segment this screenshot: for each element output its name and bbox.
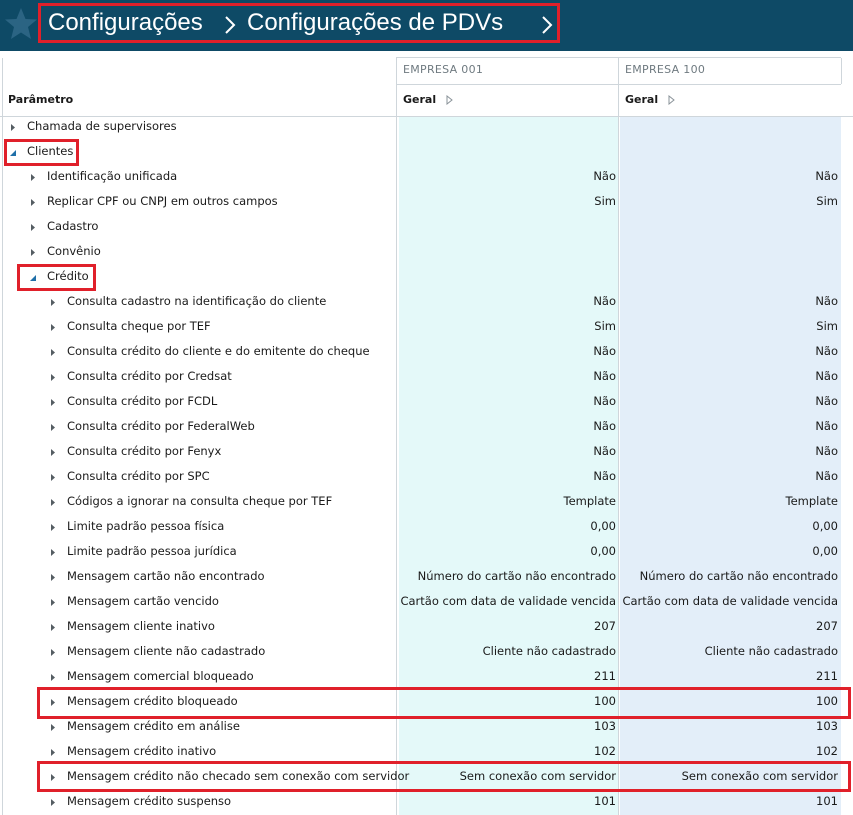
tree-row[interactable] <box>0 640 853 665</box>
value-empresa-001[interactable]: 100 <box>594 694 616 708</box>
row-label: Limite padrão pessoa jurídica <box>67 544 237 558</box>
tree-row[interactable] <box>0 615 853 640</box>
tree-row[interactable] <box>0 565 853 590</box>
breadcrumb-configuracoes[interactable]: Configurações <box>48 9 203 36</box>
row-label: Mensagem crédito inativo <box>67 744 217 758</box>
tree-row[interactable] <box>0 390 853 415</box>
tree-row[interactable] <box>0 340 853 365</box>
value-empresa-100[interactable]: 101 <box>816 794 838 808</box>
expand-arrow-icon[interactable] <box>50 623 56 632</box>
value-empresa-100[interactable]: 100 <box>816 694 838 708</box>
row-label: Mensagem crédito não checado sem conexão com servidor <box>67 769 410 783</box>
value-empresa-100[interactable]: Template <box>785 494 838 508</box>
expand-arrow-icon[interactable] <box>50 773 56 782</box>
expand-arrow-icon[interactable] <box>50 598 56 607</box>
divider <box>841 58 842 84</box>
value-empresa-100[interactable]: Sem conexão com servidor <box>681 769 838 783</box>
expand-arrow-icon[interactable] <box>30 248 36 257</box>
tree-row[interactable] <box>0 540 853 565</box>
row-label: Consulta crédito por FederalWeb <box>67 419 255 433</box>
row-label: Códigos a ignorar na consulta cheque por TEF <box>67 494 333 508</box>
value-empresa-100[interactable]: 0,00 <box>812 544 838 558</box>
tree-row[interactable] <box>0 740 853 765</box>
row-label: Convênio <box>47 244 101 258</box>
value-empresa-100[interactable]: Não <box>815 444 838 458</box>
value-empresa-001[interactable]: 211 <box>594 669 616 683</box>
row-label: Consulta crédito por Fenyx <box>67 444 222 458</box>
value-empresa-001[interactable]: Não <box>593 294 616 308</box>
group-header-geral-2[interactable]: Geral <box>625 93 659 106</box>
expand-arrow-icon[interactable] <box>50 398 56 407</box>
expand-arrow-icon[interactable] <box>50 298 56 307</box>
value-empresa-001[interactable]: 103 <box>594 719 616 733</box>
value-empresa-100[interactable]: Cartão com data de validade vencida <box>622 594 838 608</box>
tree-row[interactable] <box>0 490 853 515</box>
value-empresa-100[interactable]: Não <box>815 394 838 408</box>
tree-row[interactable] <box>0 315 853 340</box>
tree-row[interactable] <box>0 690 853 715</box>
column-header-empresa-100[interactable]: EMPRESA 100 <box>625 63 706 76</box>
expand-arrow-icon[interactable] <box>50 523 56 532</box>
tree-row[interactable] <box>0 140 853 165</box>
expand-arrow-icon[interactable] <box>10 123 16 132</box>
tree-row[interactable] <box>0 115 853 140</box>
column-header-parametro[interactable]: Parâmetro <box>8 93 74 106</box>
value-empresa-100[interactable]: Sim <box>816 194 838 208</box>
value-empresa-100[interactable]: Não <box>815 294 838 308</box>
row-label: Mensagem crédito suspenso <box>67 794 232 808</box>
expand-arrow-icon[interactable] <box>50 698 56 707</box>
value-empresa-001[interactable]: Sem conexão com servidor <box>459 769 616 783</box>
value-empresa-001[interactable]: 102 <box>594 744 616 758</box>
value-empresa-100[interactable]: 211 <box>816 669 838 683</box>
value-empresa-001[interactable]: Não <box>593 369 616 383</box>
expand-arrow-icon[interactable] <box>50 373 56 382</box>
value-empresa-001[interactable]: 101 <box>594 794 616 808</box>
row-label: Limite padrão pessoa física <box>67 519 225 533</box>
breadcrumb <box>38 3 560 43</box>
value-empresa-100[interactable]: 0,00 <box>812 519 838 533</box>
expand-arrow-icon[interactable] <box>30 173 36 182</box>
value-empresa-001[interactable]: Não <box>593 344 616 358</box>
collapse-arrow-icon[interactable] <box>10 148 16 157</box>
expand-arrow-icon[interactable] <box>50 573 56 582</box>
tree-row[interactable] <box>0 465 853 490</box>
value-empresa-001[interactable]: Não <box>593 394 616 408</box>
divider <box>396 84 841 85</box>
group-header-geral-1[interactable]: Geral <box>403 93 437 106</box>
value-empresa-100[interactable]: Sim <box>816 319 838 333</box>
expand-arrow-icon[interactable] <box>50 473 56 482</box>
value-empresa-001[interactable]: Não <box>593 444 616 458</box>
row-label: Consulta crédito do cliente e do emitente do cheque <box>67 344 370 358</box>
expand-arrow-icon[interactable] <box>50 673 56 682</box>
expand-arrow-icon[interactable] <box>50 348 56 357</box>
tree-row[interactable] <box>0 365 853 390</box>
expand-arrow-icon[interactable] <box>50 423 56 432</box>
favorite-star-icon[interactable] <box>3 6 39 42</box>
expand-arrow-icon[interactable] <box>50 448 56 457</box>
value-empresa-001[interactable]: Não <box>593 419 616 433</box>
tree-row[interactable] <box>0 215 853 240</box>
value-empresa-100[interactable]: 207 <box>816 619 838 633</box>
tree-row[interactable] <box>0 715 853 740</box>
tree-row[interactable] <box>0 265 853 290</box>
row-label: Mensagem cartão vencido <box>67 594 219 608</box>
row-label: Replicar CPF ou CNPJ em outros campos <box>47 194 278 208</box>
value-empresa-001[interactable]: 207 <box>594 619 616 633</box>
row-label: Consulta cheque por TEF <box>67 319 211 333</box>
value-empresa-100[interactable]: Não <box>815 469 838 483</box>
expand-right-icon[interactable] <box>446 95 453 105</box>
row-label: Consulta crédito por FCDL <box>67 394 218 408</box>
expand-arrow-icon[interactable] <box>50 648 56 657</box>
value-empresa-001[interactable]: Sim <box>594 194 616 208</box>
value-empresa-001[interactable]: Não <box>593 469 616 483</box>
tree-row[interactable] <box>0 665 853 690</box>
value-empresa-001[interactable]: 0,00 <box>590 544 616 558</box>
tree-row[interactable] <box>0 290 853 315</box>
row-label: Identificação unificada <box>47 169 178 183</box>
expand-arrow-icon[interactable] <box>50 498 56 507</box>
expand-arrow-icon[interactable] <box>50 748 56 757</box>
value-empresa-001[interactable]: Cartão com data de validade vencida <box>400 594 616 608</box>
expand-arrow-icon[interactable] <box>30 223 36 232</box>
chevron-right-icon <box>224 15 236 35</box>
expand-arrow-icon[interactable] <box>50 798 56 807</box>
row-label: Consulta cadastro na identificação do cliente <box>67 294 327 308</box>
expand-right-icon[interactable] <box>668 95 675 105</box>
value-empresa-100[interactable]: Não <box>815 344 838 358</box>
tree-row[interactable] <box>0 240 853 265</box>
value-empresa-001[interactable]: Não <box>593 169 616 183</box>
value-empresa-100[interactable]: Número do cartão não encontrado <box>639 569 838 583</box>
row-label: Cadastro <box>47 219 99 233</box>
row-label: Chamada de supervisores <box>27 119 177 133</box>
value-empresa-100[interactable]: 102 <box>816 744 838 758</box>
tree-row[interactable] <box>0 440 853 465</box>
tree-row[interactable] <box>0 515 853 540</box>
header-bar <box>0 0 853 51</box>
tree-row[interactable] <box>0 590 853 615</box>
tree-row[interactable] <box>0 165 853 190</box>
value-empresa-100[interactable]: Cliente não cadastrado <box>704 644 838 658</box>
breadcrumb-configuracoes-pdvs[interactable]: Configurações de PDVs <box>247 9 504 36</box>
row-label: Mensagem cliente não cadastrado <box>67 644 266 658</box>
expand-arrow-icon[interactable] <box>30 198 36 207</box>
chevron-right-icon[interactable] <box>541 15 553 35</box>
row-label: Consulta crédito por SPC <box>67 469 210 483</box>
value-empresa-001[interactable]: Template <box>563 494 616 508</box>
row-label: Crédito <box>47 269 89 283</box>
value-empresa-001[interactable]: Sim <box>594 319 616 333</box>
value-empresa-100[interactable]: Não <box>815 419 838 433</box>
value-empresa-100[interactable]: Não <box>815 169 838 183</box>
row-label: Mensagem cartão não encontrado <box>67 569 265 583</box>
row-label: Clientes <box>27 144 74 158</box>
row-label: Mensagem comercial bloqueado <box>67 669 254 683</box>
tree-row[interactable] <box>0 765 853 790</box>
row-label: Mensagem crédito bloqueado <box>67 694 238 708</box>
value-empresa-100[interactable]: 103 <box>816 719 838 733</box>
column-header-empresa-001[interactable]: EMPRESA 001 <box>403 63 484 76</box>
collapse-arrow-icon[interactable] <box>30 273 36 282</box>
value-empresa-001[interactable]: Número do cartão não encontrado <box>417 569 616 583</box>
value-empresa-001[interactable]: Cliente não cadastrado <box>482 644 616 658</box>
row-label: Consulta crédito por Credsat <box>67 369 232 383</box>
row-label: Mensagem cliente inativo <box>67 619 215 633</box>
row-label: Mensagem crédito em análise <box>67 719 240 733</box>
expand-arrow-icon[interactable] <box>50 723 56 732</box>
tree-row[interactable] <box>0 790 853 815</box>
value-empresa-100[interactable]: Não <box>815 369 838 383</box>
value-empresa-001[interactable]: 0,00 <box>590 519 616 533</box>
expand-arrow-icon[interactable] <box>50 548 56 557</box>
expand-arrow-icon[interactable] <box>50 323 56 332</box>
tree-row[interactable] <box>0 190 853 215</box>
tree-row[interactable] <box>0 415 853 440</box>
